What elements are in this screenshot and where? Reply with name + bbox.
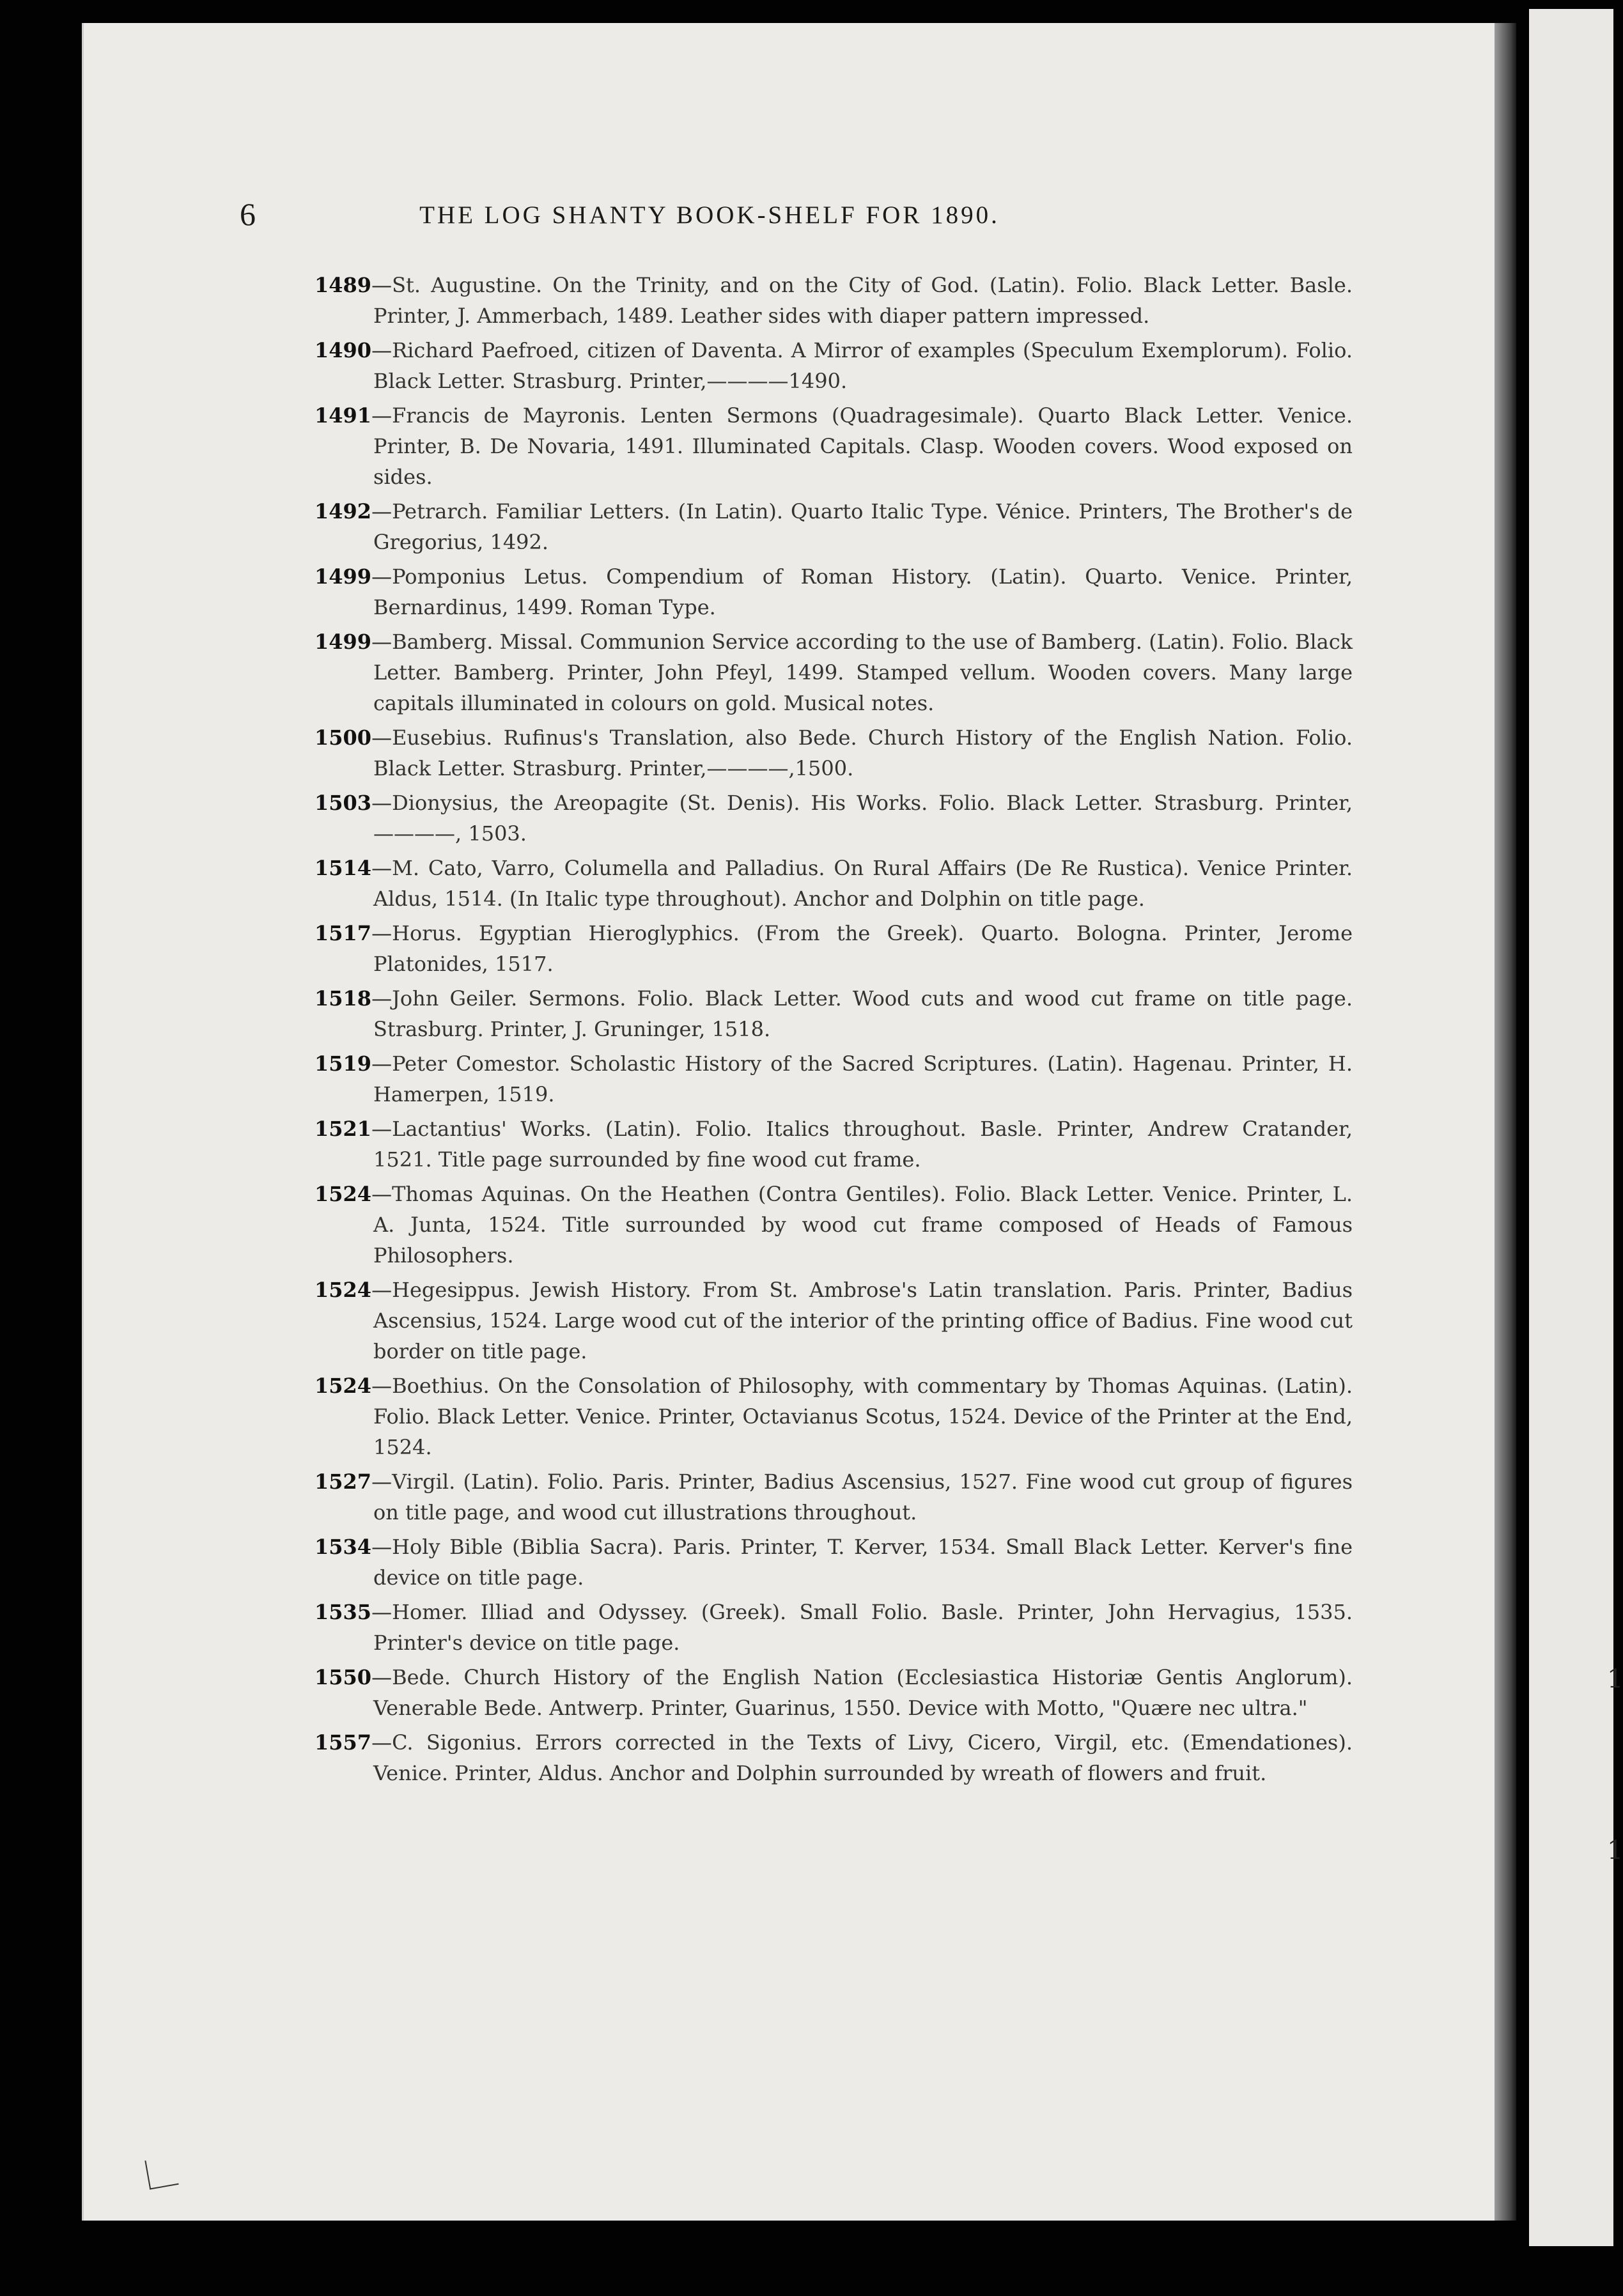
entry-text: Horus. Egyptian Hieroglyphics. (From the Greek). Quarto. Bologna. Printer, Jerome Platonides, 1517. <box>373 921 1353 976</box>
catalogue-entry: 1557—C. Sigonius. Errors corrected in the Texts of Livy, Cicero, Virgil, etc. (Emendationes). Venice. Printer, Aldus. Anchor and Dolphin surrounded by wreath of flowers and fruit. <box>315 1730 1353 1785</box>
entry-year: 1557 <box>315 1730 372 1755</box>
entry-text: M. Cato, Varro, Columella and Palladius. On Rural Affairs (De Re Rustica). Venice Printer. Aldus, 1514. (In Italic type throughout). Anchor and Dolphin on title page. <box>373 856 1353 911</box>
entry-text: Petrarch. Familiar Letters. (In Latin). Quarto Italic Type. Vénice. Printers, The Brother's de Gregorius, 1492. <box>373 499 1353 554</box>
entry-text: Hegesippus. Jewish History. From St. Ambrose's Latin translation. Paris. Printer, Badius Ascensius, 1524. Large wood cut of the interior of the printing office of Badius. Fine wood cut border on title page. <box>373 1278 1353 1363</box>
entry-year: 1490 <box>315 338 372 362</box>
entry-year: 1489 <box>315 273 372 297</box>
entry-year: 1519 <box>315 1051 372 1076</box>
entry-text: Lactantius' Works. (Latin). Folio. Italics throughout. Basle. Printer, Andrew Cratander, 1521. Title page surrounded by fine wood cut frame. <box>373 1117 1353 1172</box>
entry-year: 1503 <box>315 791 372 815</box>
catalogue-entry: 1517—Horus. Egyptian Hieroglyphics. (From the Greek). Quarto. Bologna. Printer, Jerome Platonides, 1517. <box>315 921 1353 976</box>
entry-year: 1524 <box>315 1182 372 1206</box>
entry-year: 1524 <box>315 1278 372 1302</box>
entry-text: Thomas Aquinas. On the Heathen (Contra Gentiles). Folio. Black Letter. Venice. Printer, L. A. Junta, 1524. Title surrounded by wood cut frame composed of Heads of Famous Philosophers. <box>373 1182 1353 1268</box>
catalogue-entry: 1499—Pomponius Letus. Compendium of Roman History. (Latin). Quarto. Venice. Printer, Bernardinus, 1499. Roman Type. <box>315 564 1353 619</box>
entry-year: 1500 <box>315 725 372 750</box>
entry-year: 1491 <box>315 403 372 428</box>
entry-year: 1499 <box>315 630 372 654</box>
entry-year: 1499 <box>315 564 372 589</box>
catalogue-entry: 1519—Peter Comestor. Scholastic History of the Sacred Scriptures. (Latin). Hagenau. Printer, H. Hamerpen, 1519. <box>315 1051 1353 1106</box>
page-title: THE LOG SHANTY BOOK-SHELF FOR 1890. <box>419 201 1000 229</box>
catalogue-entry: 1524—Hegesippus. Jewish History. From St. Ambrose's Latin translation. Paris. Printer, Badius Ascensius, 1524. Large wood cut of the interior of the printing office of Badius. Fine wood cut border on title page. <box>315 1278 1353 1363</box>
entry-text: Dionysius, the Areopagite (St. Denis). His Works. Folio. Black Letter. Strasburg. Printer, ————, 1503. <box>373 791 1353 846</box>
entry-text: St. Augustine. On the Trinity, and on the City of God. (Latin). Folio. Black Letter. Basle. Printer, J. Ammerbach, 1489. Leather sides with diaper pattern impressed. <box>373 273 1353 328</box>
catalogue-entries <box>315 270 1353 1792</box>
entry-text: Richard Paefroed, citizen of Daventa. A Mirror of examples (Speculum Exemplorum). Folio. Black Letter. Strasburg. Printer,————1490. <box>373 338 1353 393</box>
entry-text: Holy Bible (Biblia Sacra). Paris. Printer, T. Kerver, 1534. Small Black Letter. Kerver's fine device on title page. <box>373 1535 1353 1590</box>
entry-year: 1492 <box>315 499 372 524</box>
entry-year: 1535 <box>315 1600 372 1624</box>
adjacent-page-fragment: 1 <box>1607 1664 1623 1694</box>
entry-year: 1517 <box>315 921 372 945</box>
entry-text: John Geiler. Sermons. Folio. Black Letter. Wood cuts and wood cut frame on title page. Strasburg. Printer, J. Gruninger, 1518. <box>373 986 1353 1041</box>
catalogue-entry: 1518—John Geiler. Sermons. Folio. Black Letter. Wood cuts and wood cut frame on title page. Strasburg. Printer, J. Gruninger, 1518. <box>315 986 1353 1041</box>
page-corner-mark <box>144 2155 178 2189</box>
catalogue-entry: 1490—Richard Paefroed, citizen of Daventa. A Mirror of examples (Speculum Exemplorum). Folio. Black Letter. Strasburg. Printer,————1490. <box>315 338 1353 393</box>
entry-text: C. Sigonius. Errors corrected in the Texts of Livy, Cicero, Virgil, etc. (Emendationes). Venice. Printer, Aldus. Anchor and Dolphin surrounded by wreath of flowers and fruit. <box>373 1730 1353 1785</box>
catalogue-entry: 1550—Bede. Church History of the English Nation (Ecclesiastica Historiæ Gentis Anglorum). Venerable Bede. Antwerp. Printer, Guarinus, 1550. Device with Motto, "Quære nec ultra." <box>315 1665 1353 1720</box>
catalogue-entry: 1535—Homer. Illiad and Odyssey. (Greek). Small Folio. Basle. Printer, John Hervagius, 1535. Printer's device on title page. <box>315 1600 1353 1655</box>
entry-text: Eusebius. Rufinus's Translation, also Bede. Church History of the English Nation. Folio. Black Letter. Strasburg. Printer,————,1500. <box>373 725 1353 780</box>
catalogue-entry: 1492—Petrarch. Familiar Letters. (In Latin). Quarto Italic Type. Vénice. Printers, The Brother's de Gregorius, 1492. <box>315 499 1353 554</box>
entry-text: Peter Comestor. Scholastic History of the Sacred Scriptures. (Latin). Hagenau. Printer, H. Hamerpen, 1519. <box>373 1051 1353 1106</box>
entry-year: 1550 <box>315 1665 372 1689</box>
catalogue-entry: 1500—Eusebius. Rufinus's Translation, also Bede. Church History of the English Nation. Folio. Black Letter. Strasburg. Printer,————,1500. <box>315 725 1353 780</box>
page-gutter <box>1495 23 1516 2221</box>
catalogue-entry: 1524—Thomas Aquinas. On the Heathen (Contra Gentiles). Folio. Black Letter. Venice. Printer, L. A. Junta, 1524. Title surrounded by wood cut frame composed of Heads of Famous Philosophers. <box>315 1182 1353 1268</box>
catalogue-entry: 1534—Holy Bible (Biblia Sacra). Paris. Printer, T. Kerver, 1534. Small Black Letter. Kerver's fine device on title page. <box>315 1535 1353 1590</box>
entry-text: Bede. Church History of the English Nation (Ecclesiastica Historiæ Gentis Anglorum). Venerable Bede. Antwerp. Printer, Guarinus, 1550. Device with Motto, "Quære nec ultra." <box>373 1665 1353 1720</box>
entry-year: 1534 <box>315 1535 372 1559</box>
entry-year: 1521 <box>315 1117 372 1141</box>
entry-text: Pomponius Letus. Compendium of Roman History. (Latin). Quarto. Venice. Printer, Bernardinus, 1499. Roman Type. <box>373 564 1353 619</box>
entry-year: 1527 <box>315 1470 372 1494</box>
entry-year: 1514 <box>315 856 372 880</box>
adjacent-page-fragment: 1 <box>1607 1836 1623 1865</box>
catalogue-entry: 1489—St. Augustine. On the Trinity, and on the City of God. (Latin). Folio. Black Letter. Basle. Printer, J. Ammerbach, 1489. Leather sides with diaper pattern impressed. <box>315 273 1353 328</box>
entry-text: Francis de Mayronis. Lenten Sermons (Quadragesimale). Quarto Black Letter. Venice. Printer, B. De Novaria, 1491. Illuminated Capitals. Clasp. Wooden covers. Wood exposed on sides. <box>373 403 1353 489</box>
catalogue-entry: 1514—M. Cato, Varro, Columella and Palladius. On Rural Affairs (De Re Rustica). Venice Printer. Aldus, 1514. (In Italic type throughout). Anchor and Dolphin on title page. <box>315 856 1353 911</box>
catalogue-entry: 1524—Boethius. On the Consolation of Philosophy, with commentary by Thomas Aquinas. (Latin). Folio. Black Letter. Venice. Printer, Octavianus Scotus, 1524. Device of the Printer at the End, 1524. <box>315 1374 1353 1459</box>
entry-year: 1524 <box>315 1374 372 1398</box>
entry-text: Homer. Illiad and Odyssey. (Greek). Small Folio. Basle. Printer, John Hervagius, 1535. Printer's device on title page. <box>373 1600 1353 1655</box>
catalogue-entry: 1503—Dionysius, the Areopagite (St. Denis). His Works. Folio. Black Letter. Strasburg. Printer, ————, 1503. <box>315 791 1353 846</box>
catalogue-entry: 1491—Francis de Mayronis. Lenten Sermons (Quadragesimale). Quarto Black Letter. Venice. Printer, B. De Novaria, 1491. Illuminated Capitals. Clasp. Wooden covers. Wood exposed on sides. <box>315 403 1353 489</box>
adjacent-page <box>1529 9 1623 2246</box>
entry-year: 1518 <box>315 986 372 1011</box>
entry-text: Boethius. On the Consolation of Philosophy, with commentary by Thomas Aquinas. (Latin). Folio. Black Letter. Venice. Printer, Octavianus Scotus, 1524. Device of the Printer at the End, 1524. <box>373 1374 1353 1459</box>
entry-text: Virgil. (Latin). Folio. Paris. Printer, Badius Ascensius, 1527. Fine wood cut group of figures on title page, and wood cut illustrations throughout. <box>373 1470 1353 1524</box>
catalogue-entry: 1499—Bamberg. Missal. Communion Service according to the use of Bamberg. (Latin). Folio. Black Letter. Bamberg. Printer, John Pfeyl, 1499. Stamped vellum. Wooden covers. Many large capitals illuminated in colours on gold. Musical notes. <box>315 630 1353 715</box>
catalogue-entry: 1521—Lactantius' Works. (Latin). Folio. Italics throughout. Basle. Printer, Andrew Cratander, 1521. Title page surrounded by fine wood cut frame. <box>315 1117 1353 1172</box>
page-number: 6 <box>240 196 256 232</box>
entry-text: Bamberg. Missal. Communion Service according to the use of Bamberg. (Latin). Folio. Black Letter. Bamberg. Printer, John Pfeyl, 1499. Stamped vellum. Wooden covers. Many large capitals illuminated in colours on gold. Musical notes. <box>373 630 1353 715</box>
catalogue-entry: 1527—Virgil. (Latin). Folio. Paris. Printer, Badius Ascensius, 1527. Fine wood cut group of figures on title page, and wood cut illustrations throughout. <box>315 1470 1353 1524</box>
